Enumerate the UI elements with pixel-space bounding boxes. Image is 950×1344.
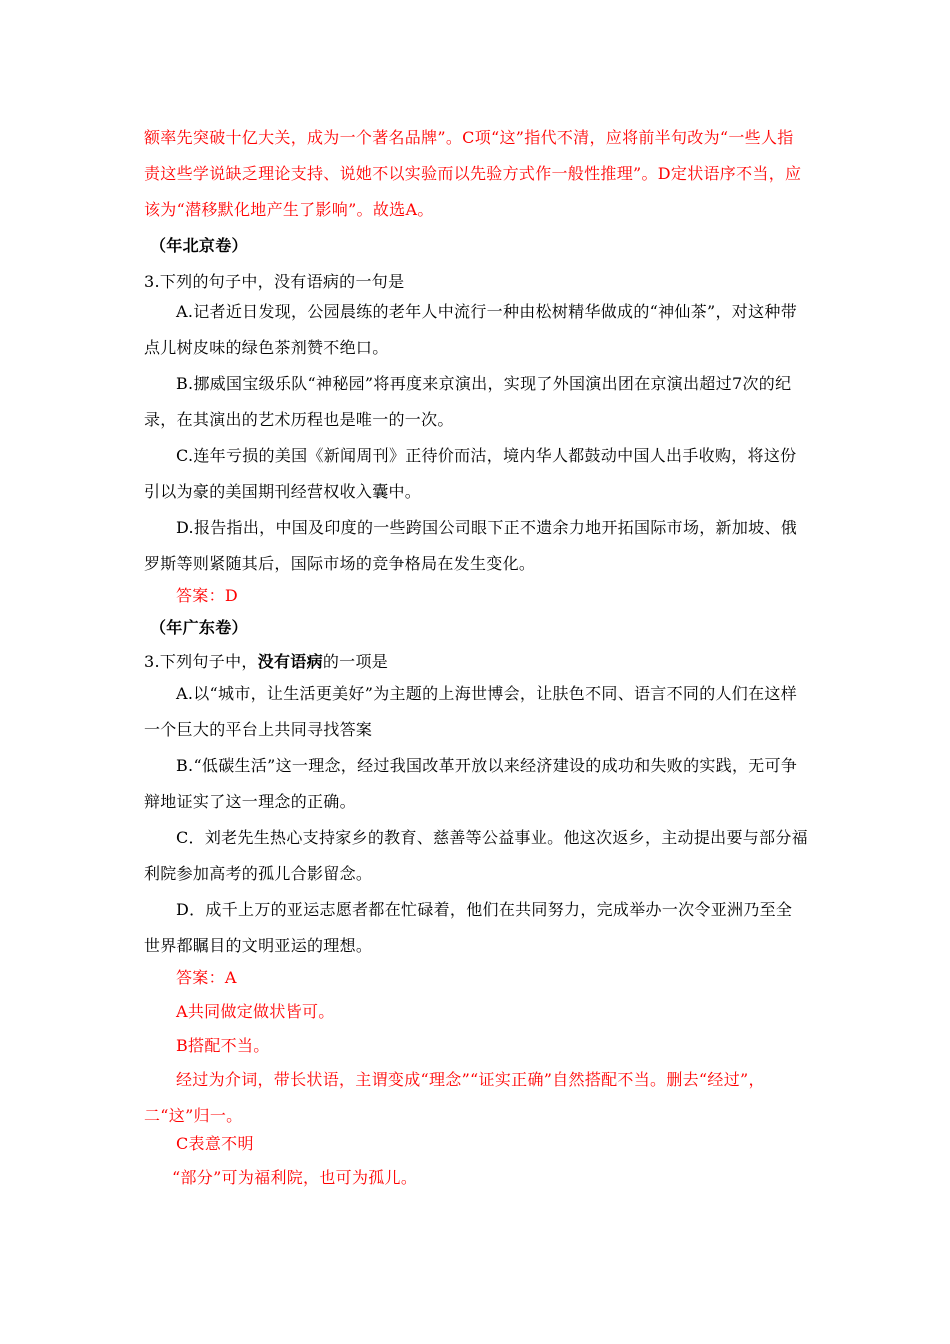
guangdong-note-c: C表意不明 bbox=[176, 1134, 254, 1153]
guangdong-note-a: A共同做定做状皆可。 bbox=[176, 1002, 335, 1021]
beijing-question-stem: 3.下列的句子中，没有语病的一句是 bbox=[144, 272, 405, 291]
beijing-option-b: B.挪威国宝级乐队“神秘园”将再度来京演出，实现了外国演出团在京演出超过7次的纪录，在其演出的艺术历程也是唯一的一次。 bbox=[144, 374, 792, 429]
beijing-option-a: A.记者近日发现，公园晨练的老年人中流行一种由松树精华做成的“神仙茶”，对这种带点儿树皮味的绿色茶剂赞不绝口。 bbox=[144, 302, 798, 357]
guangdong-answer: 答案：A bbox=[176, 968, 237, 987]
guangdong-note-b: B搭配不当。 bbox=[176, 1036, 270, 1055]
guangdong-option-a: A.以“城市，让生活更美好”为主题的上海世博会，让肤色不同、语言不同的人们在这样一个巨大的平台上共同寻找答案 bbox=[144, 684, 798, 739]
guangdong-option-c: C．刘老先生热心支持家乡的教育、慈善等公益事业。他这次返乡，主动提出要与部分福利院参加高考的孤儿合影留念。 bbox=[144, 828, 808, 883]
beijing-option-d: D.报告指出，中国及印度的一些跨国公司眼下正不遗余力地开拓国际市场，新加坡、俄罗斯等则紧随其后，国际市场的竞争格局在发生变化。 bbox=[144, 518, 798, 573]
intro-explanation: 额率先突破十亿大关，成为一个著名品牌”。C项“这”指代不清，应将前半句改为“一些人指责这些学说缺乏理论支持、说她不以实验而以先验方式作一般性推理”。D定状语序不当，应该为“潜移默化地产生了影响”。故选A。 bbox=[144, 128, 802, 219]
guangdong-question-emphasis: 没有语病 bbox=[257, 652, 323, 671]
guangdong-note-c-detail: “部分”可为福利院，也可为孤儿。 bbox=[172, 1168, 418, 1187]
beijing-section-heading: （年北京卷） bbox=[150, 236, 248, 255]
beijing-option-c: C.连年亏损的美国《新闻周刊》正待价而沽，境内华人都鼓动中国人出手收购，将这份引以为豪的美国期刊经营权收入囊中。 bbox=[144, 446, 797, 501]
guangdong-option-d: D．成千上万的亚运志愿者都在忙碌着，他们在共同努力，完成举办一次令亚洲乃至全世界都瞩目的文明亚运的理想。 bbox=[144, 900, 793, 955]
guangdong-option-b: B.“低碳生活”这一理念，经过我国改革开放以来经济建设的成功和失败的实践，无可争辩地证实了这一理念的正确。 bbox=[144, 756, 798, 811]
guangdong-section-heading: （年广东卷） bbox=[150, 618, 248, 637]
guangdong-question-stem bbox=[144, 644, 808, 680]
guangdong-question-prefix: 3.下列句子中， bbox=[144, 652, 258, 671]
guangdong-question-suffix: 的一项是 bbox=[322, 652, 389, 671]
beijing-answer: 答案：D bbox=[176, 586, 239, 605]
guangdong-note-b-detail: 经过为介词，带长状语，主谓变成“理念”“证实正确”自然搭配不当。删去“经过”，二“这”归一。 bbox=[144, 1070, 765, 1125]
